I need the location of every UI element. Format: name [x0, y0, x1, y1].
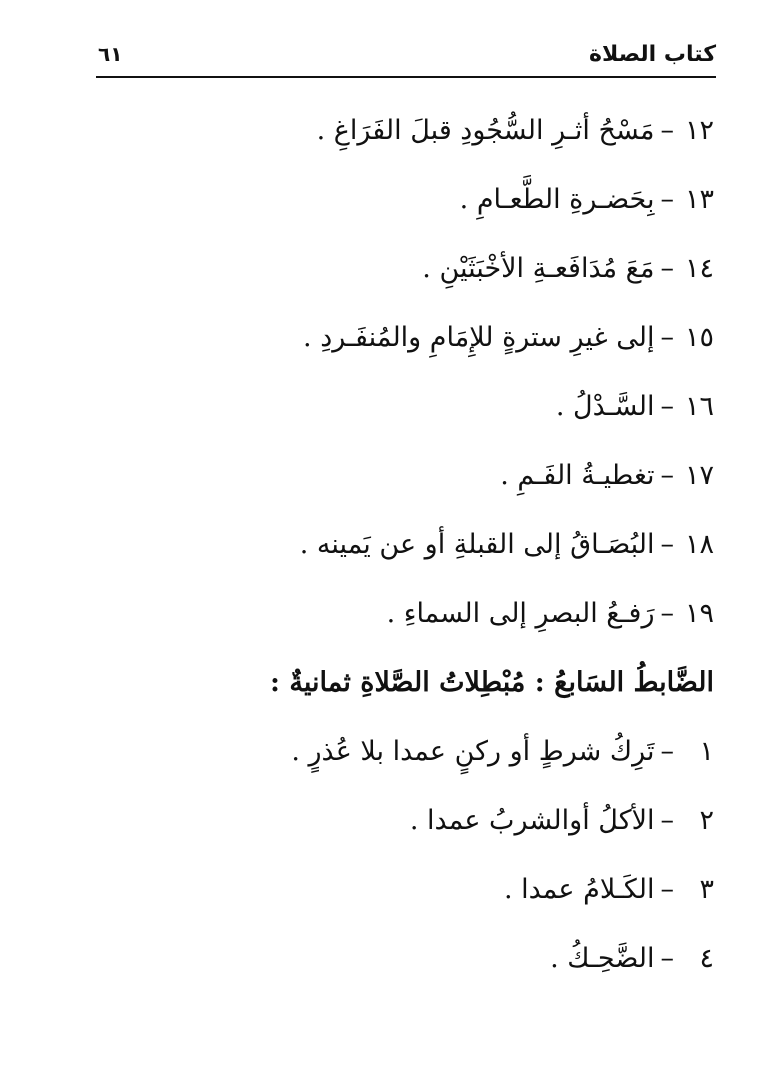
list-item — [74, 234, 714, 303]
item-text: الكَـلامُ عمدا . — [503, 874, 655, 905]
item-number: ١ — [699, 736, 714, 767]
item-text: البُصَـاقُ إلى القبلةِ أو عن يَمينه . — [299, 529, 655, 560]
item-text: بِحَضـرةِ الطَّعـامِ . — [459, 184, 655, 215]
item-separator: – — [660, 184, 674, 215]
item-text: رَفـعُ البصرِ إلى السماءِ . — [386, 598, 655, 629]
item-separator: – — [660, 598, 674, 629]
item-separator: – — [660, 115, 674, 146]
item-text: تغطيـةُ الفَـمِ . — [500, 460, 655, 491]
chapter-title: كتاب الصلاة — [589, 42, 716, 67]
item-number: ٣ — [699, 874, 714, 905]
item-number: ٤ — [699, 943, 714, 974]
list-item — [74, 855, 714, 924]
item-text: مَسْحُ أثـرِ السُّجُودِ قبلَ الفَرَاغِ . — [316, 115, 655, 146]
list-item — [74, 96, 714, 165]
item-separator: – — [660, 322, 674, 353]
item-separator: – — [660, 529, 674, 560]
item-separator: – — [660, 805, 674, 836]
page-header — [96, 40, 716, 78]
item-number: ٢ — [699, 805, 714, 836]
item-number: ١٨ — [684, 529, 714, 560]
item-separator: – — [660, 391, 674, 422]
item-separator: – — [660, 253, 674, 284]
list-item — [74, 786, 714, 855]
list-item — [74, 717, 714, 786]
page-body — [74, 96, 714, 993]
item-text: تَرِكُ شرطٍ أو ركنٍ عمدا بلا عُذرٍ . — [291, 736, 655, 767]
list-item — [74, 510, 714, 579]
item-number: ١٤ — [684, 253, 714, 284]
item-text: السَّـدْلُ . — [555, 391, 655, 422]
item-number: ١٦ — [684, 391, 714, 422]
item-number: ١٩ — [684, 598, 714, 629]
list-item — [74, 372, 714, 441]
section-heading: الضَّابطُ السَابعُ : مُبْطِلاتُ الصَّلاةِ ثمانيةٌ : — [270, 667, 714, 698]
item-number: ١٢ — [684, 115, 714, 146]
list-item — [74, 924, 714, 993]
list-item — [74, 441, 714, 510]
item-text: مَعَ مُدَافَعـةِ الأخْبَثَيْنِ . — [422, 253, 655, 284]
list-item — [74, 303, 714, 372]
item-text: إلى غيرِ سترةٍ للإِمَامِ والمُنفَـردِ . — [303, 322, 655, 353]
item-separator: – — [660, 874, 674, 905]
item-separator: – — [660, 736, 674, 767]
list-item — [74, 579, 714, 648]
page-number: ٦١ — [98, 42, 123, 66]
item-number: ١٥ — [684, 322, 714, 353]
list-item — [74, 165, 714, 234]
item-number: ١٣ — [684, 184, 714, 215]
item-text: الضَّحِـكُ . — [550, 943, 655, 974]
item-separator: – — [660, 460, 674, 491]
item-number: ١٧ — [684, 460, 714, 491]
item-separator: – — [660, 943, 674, 974]
item-text: الأكلُ أوالشربُ عمدا . — [409, 805, 655, 836]
